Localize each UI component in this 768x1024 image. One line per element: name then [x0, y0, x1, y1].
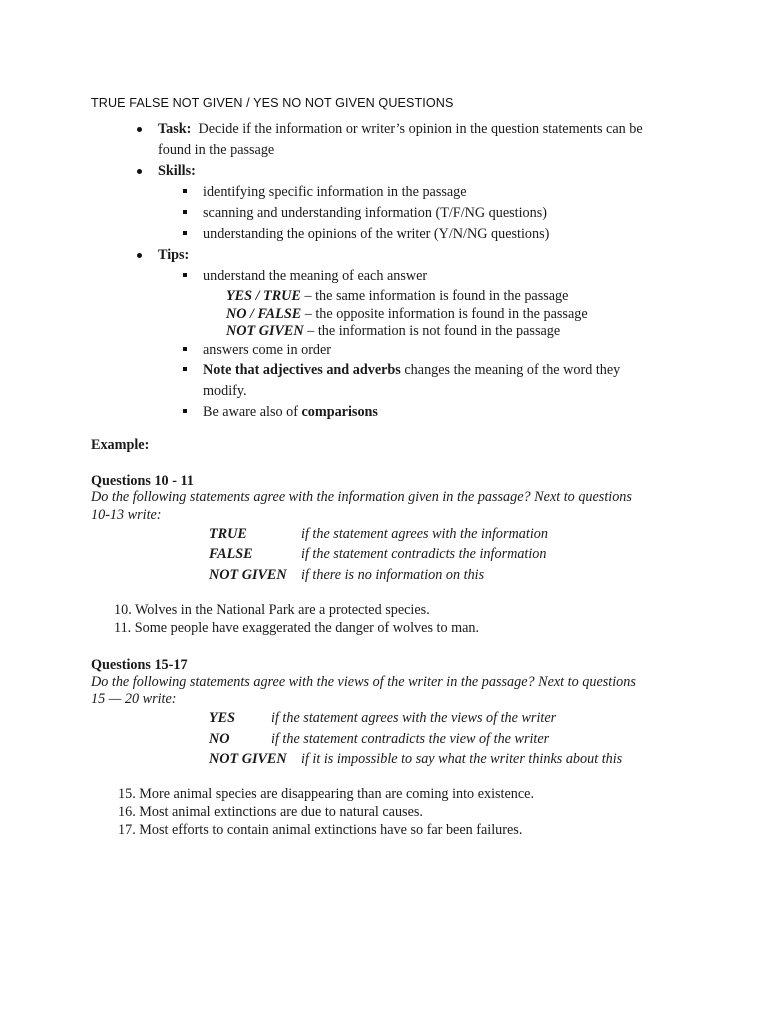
task-label: Task:: [158, 121, 192, 137]
option-term: NOT GIVEN: [209, 567, 287, 583]
square-bullet-icon: [183, 189, 187, 193]
option-desc: if it is impossible to say what the writer thinks about this: [301, 751, 623, 767]
tips-item-bold: comparisons: [301, 404, 378, 420]
tips-label: Tips:: [158, 247, 190, 263]
option-desc: if the statement contradicts the information: [301, 546, 547, 562]
square-bullet-icon: [183, 231, 187, 235]
section-instruction: Do the following statements agree with the views of the writer in the passage? Next to questions: [91, 674, 636, 690]
option-term: NO: [209, 731, 230, 747]
skills-label: Skills:: [158, 163, 196, 179]
definition-term: NO / FALSE: [226, 306, 302, 322]
option-desc: if the statement contradicts the view of the writer: [271, 731, 550, 747]
tips-item-bold: Note that adjectives and adverbs: [203, 362, 401, 378]
square-bullet-icon: [183, 347, 187, 351]
tips-item: Note that adjectives and adverbs changes the meaning of the word they: [203, 362, 621, 378]
definition-text: – the opposite information is found in the passage: [301, 306, 588, 322]
question-item: 10. Wolves in the National Park are a protected species.: [114, 602, 430, 618]
option-desc: if there is no information on this: [301, 567, 485, 583]
bullet-icon: [137, 169, 142, 174]
tips-item: answers come in order: [203, 342, 332, 358]
tips-item-line-2: modify.: [203, 383, 247, 399]
skills-item: identifying specific information in the passage: [203, 184, 467, 200]
square-bullet-icon: [183, 210, 187, 214]
option-desc: if the statement agrees with the information: [301, 526, 548, 542]
option-term: YES: [209, 710, 236, 726]
section-instruction: 15 — 20 write:: [91, 691, 177, 707]
page-title: TRUE FALSE NOT GIVEN / YES NO NOT GIVEN QUESTIONS: [91, 96, 454, 110]
question-item: 16. Most animal extinctions are due to natural causes.: [118, 804, 423, 820]
definition-row: [226, 322, 560, 340]
skills-item: understanding the opinions of the writer (Y/N/NG questions): [203, 226, 550, 242]
task-text: Decide if the information or writer’s opinion in the question statements can be: [198, 121, 643, 137]
task-line-2: found in the passage: [158, 142, 275, 158]
section-instruction: 10-13 write:: [91, 507, 162, 523]
definition-row: [226, 287, 568, 305]
definition-term: NOT GIVEN: [226, 323, 304, 339]
square-bullet-icon: [183, 273, 187, 277]
section-instruction: Do the following statements agree with the information given in the passage? Next to questions: [91, 489, 632, 505]
question-item: 15. More animal species are disappearing than are coming into existence.: [118, 786, 535, 802]
option-term: TRUE: [209, 526, 247, 542]
bullet-icon: [137, 127, 142, 132]
skills-item: scanning and understanding information (T/F/NG questions): [203, 205, 547, 221]
square-bullet-icon: [183, 367, 187, 371]
definition-text: – the same information is found in the passage: [300, 288, 569, 304]
option-desc: if the statement agrees with the views of the writer: [271, 710, 557, 726]
section-title: Questions 10 - 11: [91, 473, 194, 489]
tips-item: understand the meaning of each answer: [203, 268, 428, 284]
definition-row: [226, 305, 588, 323]
option-term: NOT GIVEN: [209, 751, 287, 767]
definition-text: – the information is not found in the passage: [303, 323, 561, 339]
tips-item: Be aware also of comparisons: [203, 404, 378, 420]
task-line-1: [158, 119, 643, 140]
option-term: FALSE: [209, 546, 253, 562]
section-title: Questions 15-17: [91, 657, 188, 673]
square-bullet-icon: [183, 409, 187, 413]
question-item: 11. Some people have exaggerated the danger of wolves to man.: [114, 620, 480, 636]
question-item: 17. Most efforts to contain animal extinctions have so far been failures.: [118, 822, 523, 838]
example-label: Example:: [91, 437, 150, 453]
bullet-icon: [137, 253, 142, 258]
definition-term: YES / TRUE: [226, 288, 301, 304]
